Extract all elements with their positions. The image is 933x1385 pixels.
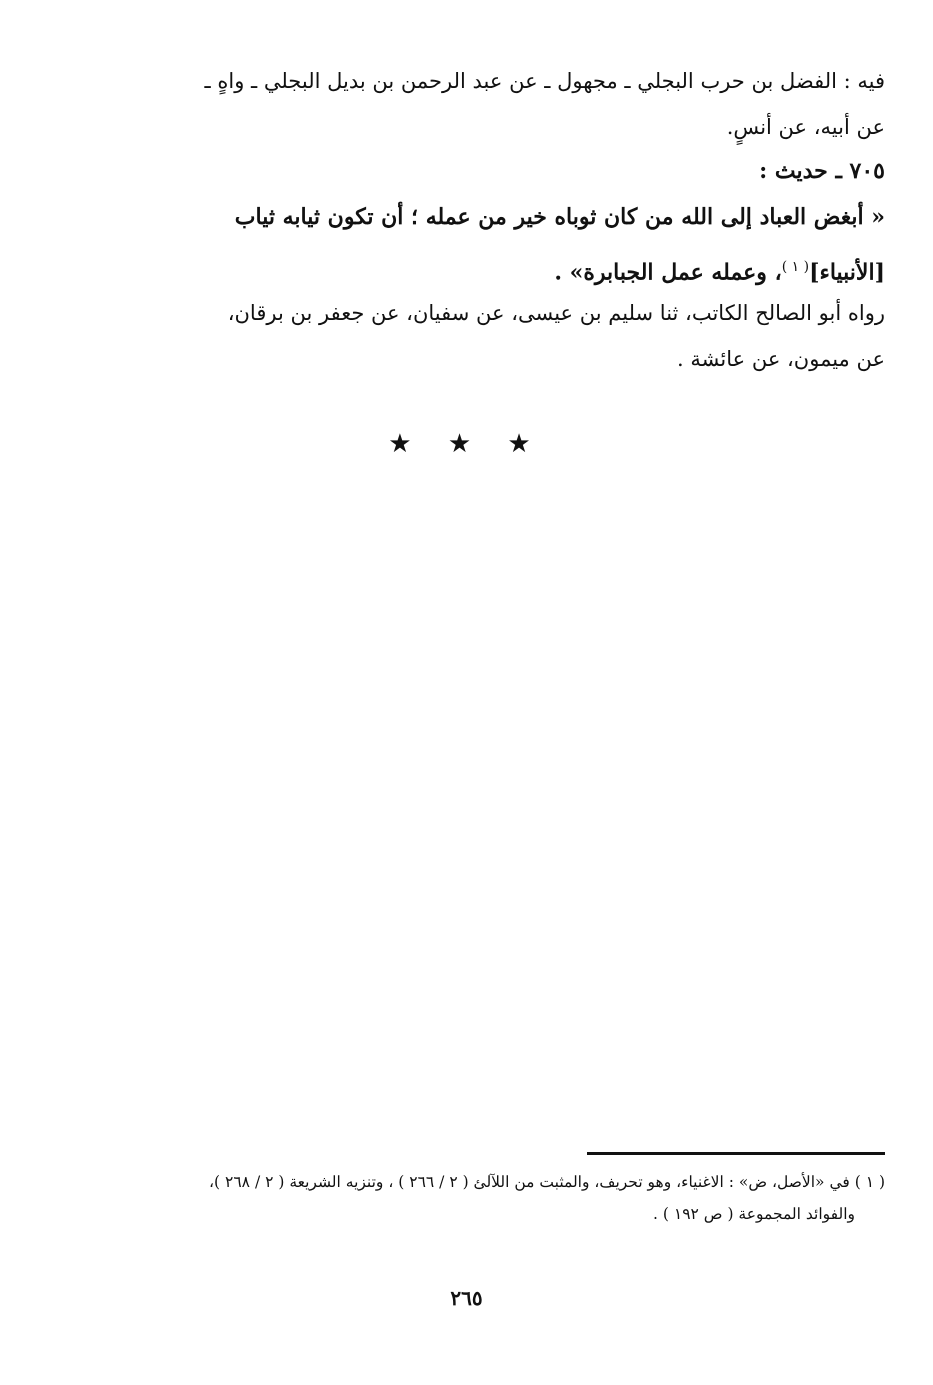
footnotes	[95, 1166, 885, 1230]
footnote-1-line-1: ( ١ ) في «الأصل، ض» : الاغنياء، وهو تحريف، والمثبت من اللآلئ ( ٢ / ٢٦٦ ) ، وتنزيه الشريعة ( ٢ / ٢٦٨ )،	[209, 1173, 885, 1191]
footnote-reference: ( ١ )	[781, 259, 810, 275]
narration-line-1: رواه أبو الصالح الكاتب، ثنا سليم بن عيسى، عن سفيان، عن جعفر بن برقان،	[227, 301, 885, 325]
narration-line-2: عن ميمون، عن عائشة .	[677, 347, 885, 371]
footnote-1-line-2: والفوائد المجموعة ( ص ١٩٢ ) .	[653, 1205, 855, 1223]
intro-paragraph	[107, 58, 885, 150]
section-separator-stars: ★ ★ ★	[388, 429, 545, 459]
hadith-line-1: « أبغض العباد إلى الله من كان ثوباه خير من عمله ؛ أن تكون ثيابه ثياب	[234, 204, 885, 230]
hadith-line-2	[107, 242, 885, 292]
hadith-heading: ٧٠٥ ـ حديث :	[759, 158, 885, 184]
page-number: ٢٦٥	[450, 1286, 483, 1310]
hadith-bracketed-word: [الأنبياء]	[809, 259, 885, 286]
narration-paragraph	[107, 290, 885, 382]
intro-line-2: عن أبيه، عن أنسٍ.	[726, 115, 885, 139]
hadith-line-2-rest: ، وعمله عمل الجبابرة» .	[554, 259, 782, 286]
footnote-divider	[587, 1152, 885, 1155]
intro-line-1: فيه : الفضل بن حرب البجلي ـ مجهول ـ عن عبد الرحمن بن بديل البجلي ـ واهٍ ـ	[204, 69, 885, 93]
hadith-text	[107, 192, 885, 292]
